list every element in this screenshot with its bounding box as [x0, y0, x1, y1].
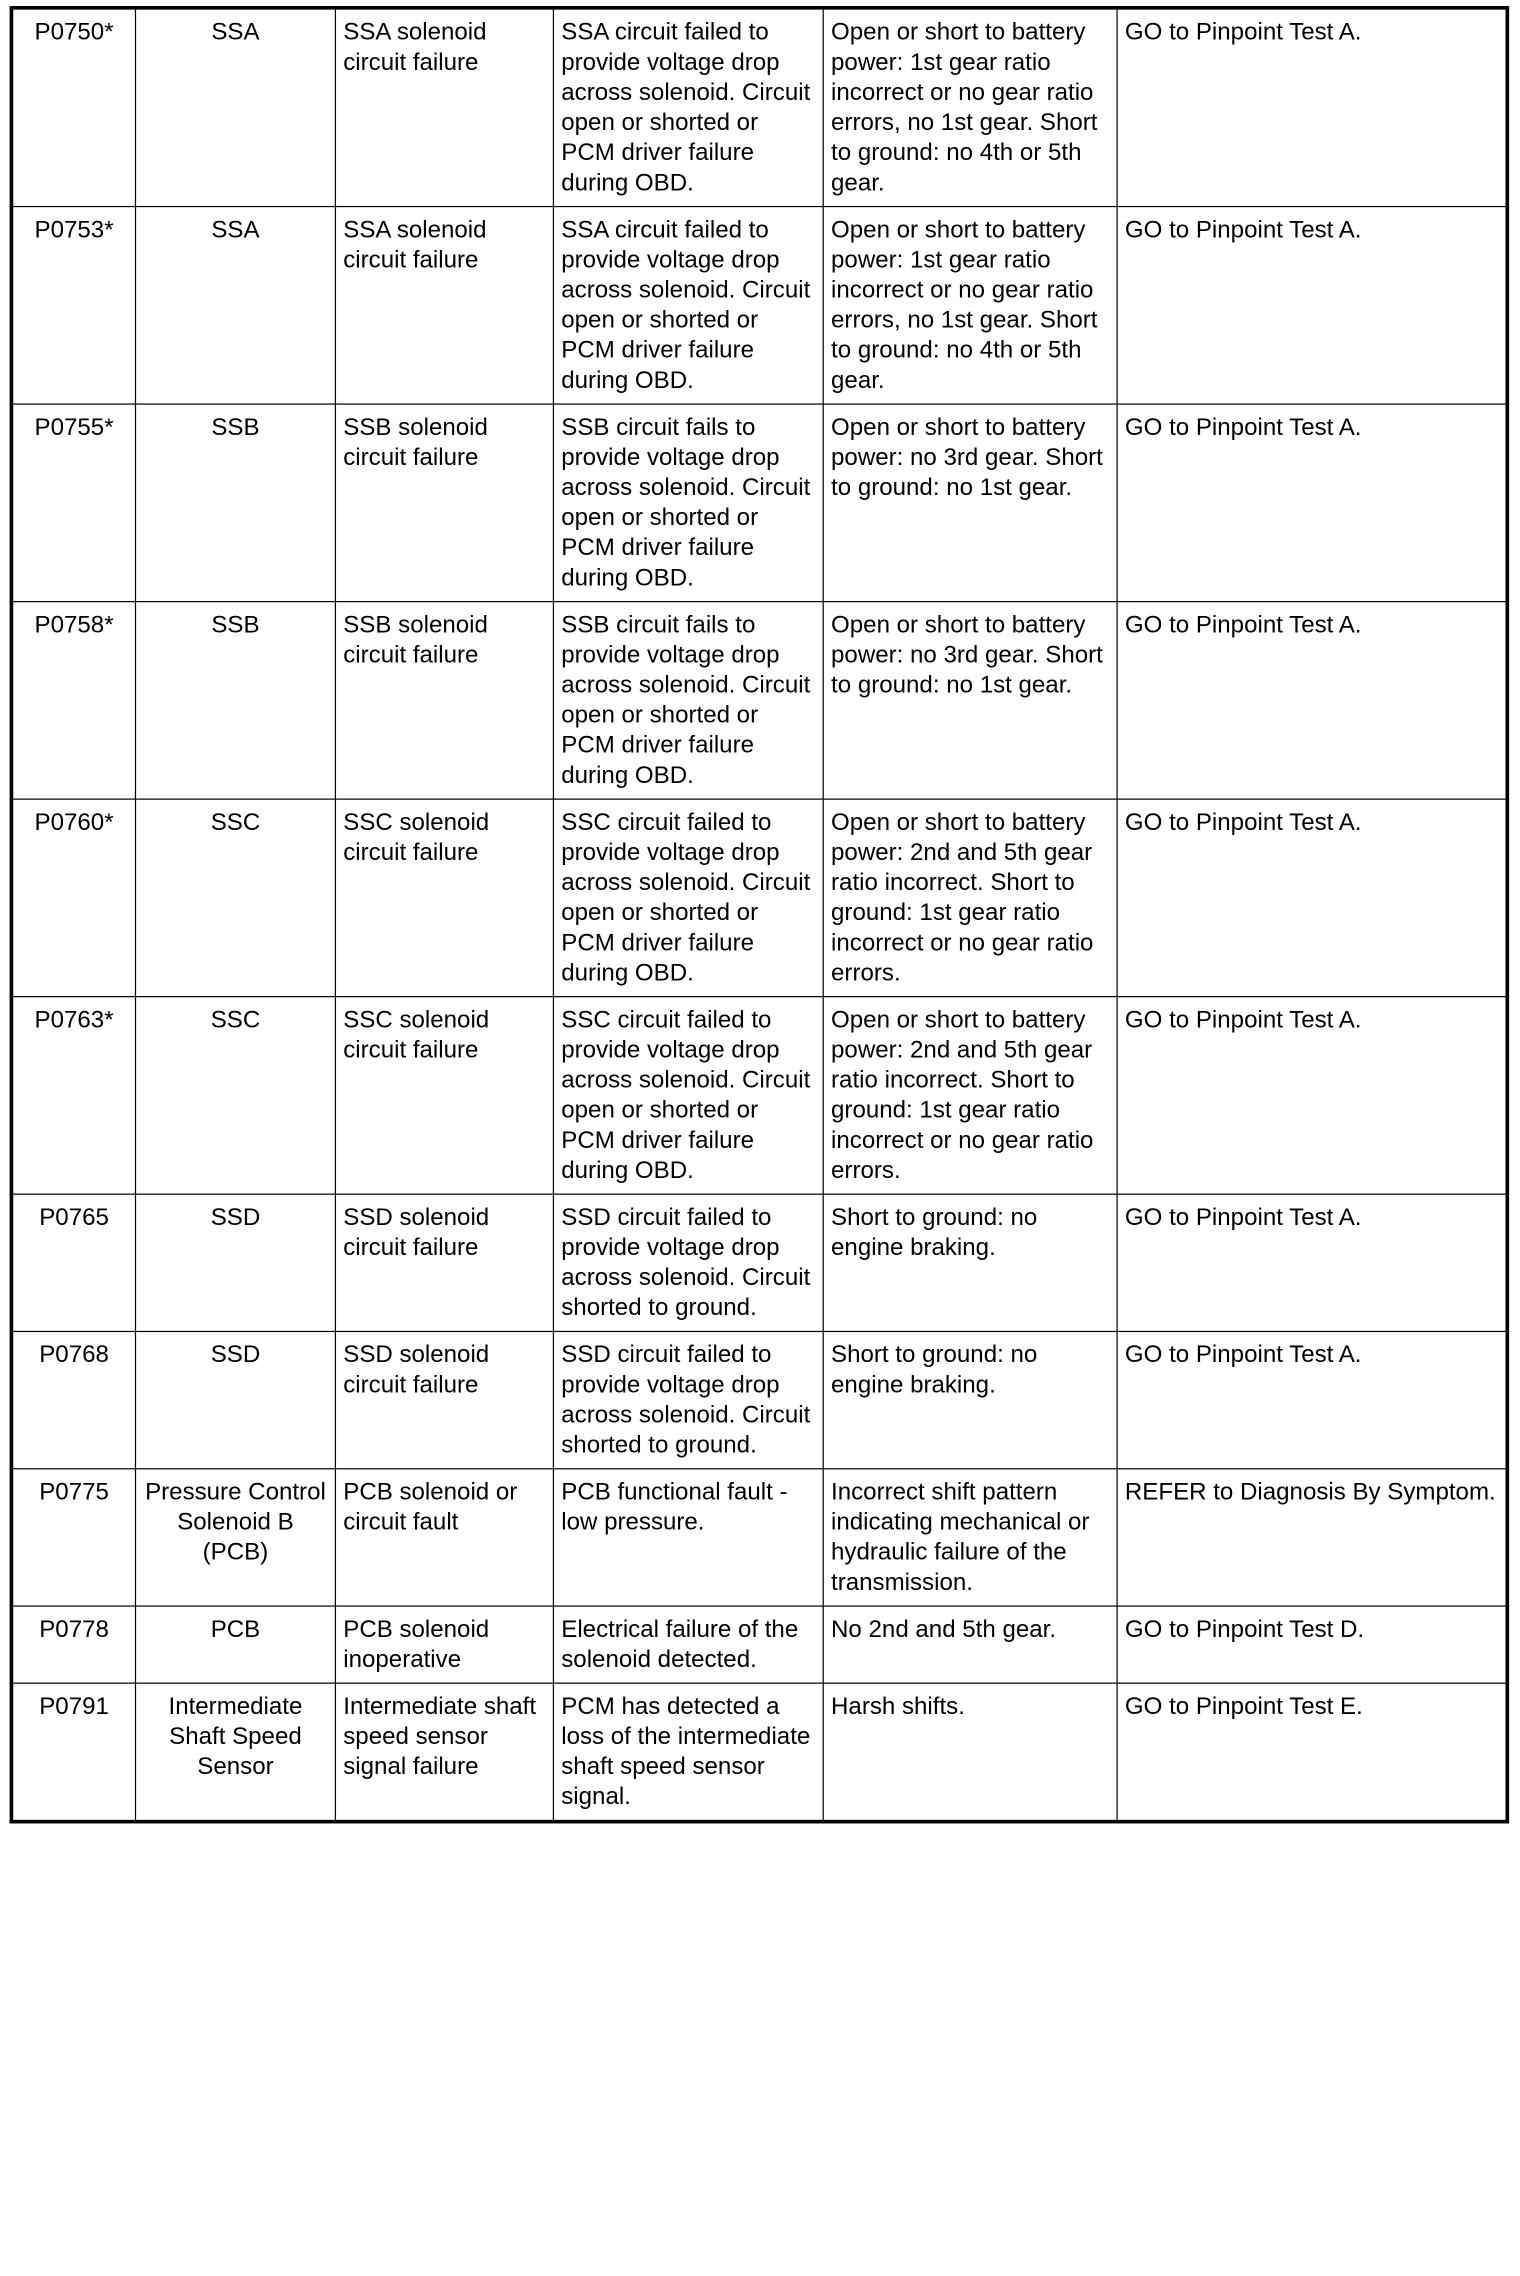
table-row	[11, 997, 1507, 1195]
action-cell: GO to Pinpoint Test A.	[1117, 602, 1507, 800]
description-cell: SSC solenoid circuit failure	[335, 799, 553, 997]
action-cell: GO to Pinpoint Test A.	[1117, 1331, 1507, 1468]
table-row	[11, 1331, 1507, 1468]
symptom-cell: Open or short to battery power: no 3rd gear. Short to ground: no 1st gear.	[823, 404, 1117, 602]
dtc-table-body	[11, 8, 1507, 1822]
description-cell: SSC solenoid circuit failure	[335, 997, 553, 1195]
action-cell: GO to Pinpoint Test A.	[1117, 799, 1507, 997]
table-row	[11, 1683, 1507, 1822]
action-cell: GO to Pinpoint Test A.	[1117, 1194, 1507, 1331]
description-cell: SSD solenoid circuit failure	[335, 1331, 553, 1468]
symptom-cell: Incorrect shift pattern indicating mechanical or hydraulic failure of the transmission.	[823, 1469, 1117, 1606]
symptom-cell: Open or short to battery power: 2nd and 5th gear ratio incorrect. Short to ground: 1st gear ratio incorrect or no gear ratio errors.	[823, 997, 1117, 1195]
description-cell: SSA solenoid circuit failure	[335, 207, 553, 405]
condition-cell: SSA circuit failed to provide voltage drop across solenoid. Circuit open or shorted or PCM driver failure during OBD.	[553, 207, 823, 405]
component-cell: SSA	[135, 207, 335, 405]
table-row	[11, 1469, 1507, 1606]
dtc-code-cell: P0750*	[11, 8, 135, 207]
action-cell: GO to Pinpoint Test A.	[1117, 997, 1507, 1195]
action-cell: GO to Pinpoint Test D.	[1117, 1606, 1507, 1683]
component-cell: Pressure Control Solenoid B (PCB)	[135, 1469, 335, 1606]
description-cell: SSB solenoid circuit failure	[335, 404, 553, 602]
symptom-cell: Short to ground: no engine braking.	[823, 1194, 1117, 1331]
description-cell: PCB solenoid or circuit fault	[335, 1469, 553, 1606]
description-cell: SSB solenoid circuit failure	[335, 602, 553, 800]
dtc-code-cell: P0778	[11, 1606, 135, 1683]
action-cell: REFER to Diagnosis By Symptom.	[1117, 1469, 1507, 1606]
description-cell: Intermediate shaft speed sensor signal failure	[335, 1683, 553, 1822]
dtc-code-cell: P0791	[11, 1683, 135, 1822]
symptom-cell: Harsh shifts.	[823, 1683, 1117, 1822]
condition-cell: PCB functional fault - low pressure.	[553, 1469, 823, 1606]
condition-cell: SSB circuit fails to provide voltage drop across solenoid. Circuit open or shorted or PCM driver failure during OBD.	[553, 404, 823, 602]
dtc-code-cell: P0760*	[11, 799, 135, 997]
component-cell: SSC	[135, 997, 335, 1195]
description-cell: PCB solenoid inoperative	[335, 1606, 553, 1683]
component-cell: PCB	[135, 1606, 335, 1683]
component-cell: SSD	[135, 1194, 335, 1331]
condition-cell: Electrical failure of the solenoid detected.	[553, 1606, 823, 1683]
symptom-cell: Open or short to battery power: no 3rd gear. Short to ground: no 1st gear.	[823, 602, 1117, 800]
dtc-code-cell: P0753*	[11, 207, 135, 405]
condition-cell: PCM has detected a loss of the intermediate shaft speed sensor signal.	[553, 1683, 823, 1822]
table-row	[11, 1606, 1507, 1683]
dtc-code-cell: P0763*	[11, 997, 135, 1195]
table-row	[11, 1194, 1507, 1331]
dtc-table	[10, 6, 1509, 1823]
condition-cell: SSC circuit failed to provide voltage drop across solenoid. Circuit open or shorted or PCM driver failure during OBD.	[553, 997, 823, 1195]
dtc-code-cell: P0775	[11, 1469, 135, 1606]
symptom-cell: Open or short to battery power: 2nd and 5th gear ratio incorrect. Short to ground: 1st gear ratio incorrect or no gear ratio errors.	[823, 799, 1117, 997]
action-cell: GO to Pinpoint Test E.	[1117, 1683, 1507, 1822]
symptom-cell: No 2nd and 5th gear.	[823, 1606, 1117, 1683]
component-cell: Intermediate Shaft Speed Sensor	[135, 1683, 335, 1822]
component-cell: SSD	[135, 1331, 335, 1468]
table-row	[11, 799, 1507, 997]
dtc-code-cell: P0755*	[11, 404, 135, 602]
action-cell: GO to Pinpoint Test A.	[1117, 404, 1507, 602]
description-cell: SSD solenoid circuit failure	[335, 1194, 553, 1331]
table-row	[11, 404, 1507, 602]
condition-cell: SSC circuit failed to provide voltage drop across solenoid. Circuit open or shorted or PCM driver failure during OBD.	[553, 799, 823, 997]
table-row	[11, 602, 1507, 800]
symptom-cell: Short to ground: no engine braking.	[823, 1331, 1117, 1468]
component-cell: SSC	[135, 799, 335, 997]
condition-cell: SSD circuit failed to provide voltage drop across solenoid. Circuit shorted to ground.	[553, 1194, 823, 1331]
component-cell: SSB	[135, 404, 335, 602]
table-row	[11, 8, 1507, 207]
description-cell: SSA solenoid circuit failure	[335, 8, 553, 207]
symptom-cell: Open or short to battery power: 1st gear ratio incorrect or no gear ratio errors, no 1st gear. Short to ground: no 4th or 5th gear.	[823, 207, 1117, 405]
dtc-code-cell: P0758*	[11, 602, 135, 800]
action-cell: GO to Pinpoint Test A.	[1117, 207, 1507, 405]
table-row	[11, 207, 1507, 405]
condition-cell: SSB circuit fails to provide voltage drop across solenoid. Circuit open or shorted or PCM driver failure during OBD.	[553, 602, 823, 800]
dtc-code-cell: P0765	[11, 1194, 135, 1331]
component-cell: SSA	[135, 8, 335, 207]
component-cell: SSB	[135, 602, 335, 800]
action-cell: GO to Pinpoint Test A.	[1117, 8, 1507, 207]
condition-cell: SSA circuit failed to provide voltage drop across solenoid. Circuit open or shorted or PCM driver failure during OBD.	[553, 8, 823, 207]
symptom-cell: Open or short to battery power: 1st gear ratio incorrect or no gear ratio errors, no 1st gear. Short to ground: no 4th or 5th gear.	[823, 8, 1117, 207]
dtc-code-cell: P0768	[11, 1331, 135, 1468]
condition-cell: SSD circuit failed to provide voltage drop across solenoid. Circuit shorted to ground.	[553, 1331, 823, 1468]
